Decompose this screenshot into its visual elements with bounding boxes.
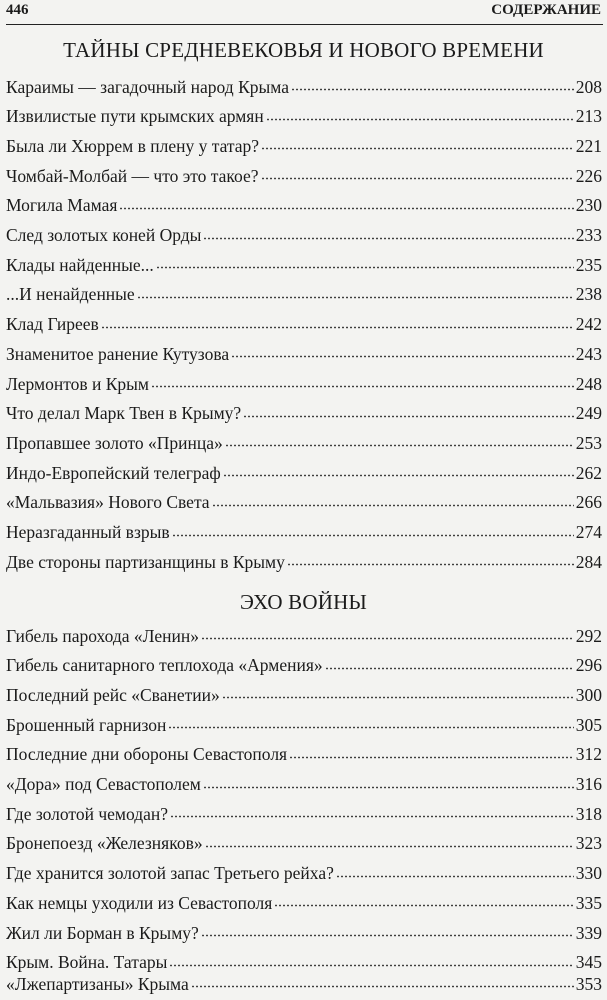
dot-leader bbox=[266, 105, 574, 123]
dot-leader bbox=[170, 802, 574, 820]
dot-leader bbox=[291, 75, 574, 93]
dot-leader bbox=[168, 713, 573, 731]
entry-page: 230 bbox=[575, 195, 602, 216]
dot-leader bbox=[231, 342, 574, 360]
toc-entry bbox=[6, 224, 602, 252]
entry-page: 274 bbox=[575, 522, 602, 542]
entry-page: 353 bbox=[575, 973, 602, 994]
dot-leader bbox=[137, 283, 574, 301]
entry-title: Бронепоезд «Железняков» bbox=[6, 833, 203, 854]
entry-title: Клады найденные... bbox=[6, 254, 154, 275]
entry-title: Две стороны партизанщины в Крыму bbox=[6, 551, 285, 572]
dot-leader bbox=[119, 194, 573, 212]
entry-page: 266 bbox=[575, 492, 602, 513]
toc-entry bbox=[6, 713, 602, 741]
toc-entry bbox=[6, 105, 602, 133]
entry-page: 296 bbox=[575, 655, 602, 676]
entry-page: 316 bbox=[575, 774, 602, 794]
toc-entry bbox=[6, 283, 602, 311]
entry-page: 226 bbox=[575, 165, 602, 186]
entry-page: 335 bbox=[575, 892, 602, 913]
dot-leader bbox=[156, 253, 574, 271]
toc-entry bbox=[6, 164, 602, 192]
dot-leader bbox=[261, 164, 574, 182]
toc-entry bbox=[6, 372, 602, 400]
toc-entry bbox=[6, 75, 602, 103]
dot-leader bbox=[203, 224, 573, 242]
entry-title: «Дора» под Севастополем bbox=[6, 774, 201, 794]
dot-leader bbox=[325, 654, 574, 672]
entry-page: 233 bbox=[575, 225, 602, 245]
toc-entry bbox=[6, 832, 602, 860]
entry-title: След золотых коней Орды bbox=[6, 225, 202, 245]
entry-title: Последний рейс «Сванетии» bbox=[6, 684, 220, 705]
toc-entry bbox=[6, 773, 602, 801]
entry-page: 292 bbox=[575, 625, 602, 646]
toc-entry bbox=[6, 743, 602, 771]
dot-leader bbox=[101, 313, 574, 331]
toc-entry bbox=[6, 921, 602, 949]
toc-entry bbox=[6, 521, 602, 549]
entry-title: Гибель санитарного теплохода «Армения» bbox=[6, 655, 323, 676]
toc-entry bbox=[6, 654, 602, 682]
dot-leader bbox=[223, 461, 574, 479]
toc-entry bbox=[6, 550, 602, 578]
toc-entry bbox=[6, 194, 602, 222]
entry-page: 253 bbox=[575, 432, 602, 453]
entry-title: Индо-Европейский телеграф bbox=[6, 462, 221, 483]
toc-entry bbox=[6, 683, 602, 711]
dot-leader bbox=[261, 134, 574, 152]
dot-leader bbox=[169, 951, 573, 969]
toc-entry bbox=[6, 134, 602, 162]
entry-page: 323 bbox=[575, 833, 602, 854]
entry-page: 238 bbox=[575, 284, 602, 305]
entry-page: 221 bbox=[575, 135, 602, 156]
dot-leader bbox=[172, 521, 574, 539]
entry-title: Чомбай-Молбай — что это такое? bbox=[6, 165, 259, 186]
entry-title: Брошенный гарнизон bbox=[6, 714, 167, 735]
entry-page: 249 bbox=[575, 403, 602, 424]
section-title: ТАЙНЫ СРЕДНЕВЕКОВЬЯ И НОВОГО ВРЕМЕНИ bbox=[63, 38, 544, 62]
running-title: СОДЕРЖАНИЕ bbox=[491, 2, 601, 18]
entry-title: Была ли Хюррем в плену у татар? bbox=[6, 135, 260, 156]
entry-title: Лермонтов и Крым bbox=[6, 373, 149, 394]
toc-entry bbox=[6, 253, 602, 281]
entry-page: 339 bbox=[575, 922, 602, 943]
entry-title: Клад Гиреев bbox=[6, 314, 99, 335]
dot-leader bbox=[191, 972, 574, 990]
dot-leader bbox=[274, 891, 573, 909]
entry-page: 312 bbox=[575, 744, 602, 765]
page-number: 446 bbox=[6, 2, 29, 18]
entry-page: 330 bbox=[575, 863, 602, 884]
entry-title: Где хранится золотой запас Третьего рейха? bbox=[6, 863, 334, 884]
entry-title: «Мальвазия» Нового Света bbox=[6, 492, 210, 513]
entry-page: 242 bbox=[575, 314, 602, 335]
running-head bbox=[6, 2, 601, 26]
toc-entry bbox=[6, 461, 602, 489]
dot-leader bbox=[201, 921, 574, 939]
entry-title: Крым. Война. Татары bbox=[6, 952, 168, 973]
dot-leader bbox=[212, 491, 574, 509]
toc-entry bbox=[6, 624, 602, 652]
toc-entry bbox=[6, 972, 602, 1000]
entry-title: Как немцы уходили из Севастополя bbox=[6, 892, 273, 913]
entry-title: Жил ли Борман в Крыму? bbox=[6, 922, 199, 943]
entry-title: Где золотой чемодан? bbox=[6, 803, 169, 824]
dot-leader bbox=[336, 862, 574, 880]
entry-page: 318 bbox=[575, 803, 602, 824]
entry-title: Последние дни обороны Севастополя bbox=[6, 744, 288, 765]
entry-title: ...И ненайденные bbox=[6, 284, 135, 305]
toc-entry bbox=[6, 891, 602, 919]
entry-title: Пропавшее золото «Принца» bbox=[6, 432, 223, 453]
dot-leader bbox=[222, 683, 574, 701]
toc-entry bbox=[6, 491, 602, 519]
toc-entry bbox=[6, 802, 602, 830]
toc-entry bbox=[6, 431, 602, 459]
entry-title: «Лжепартизаны» Крыма bbox=[6, 973, 189, 994]
dot-leader bbox=[151, 372, 574, 390]
dot-leader bbox=[289, 743, 574, 761]
toc-entry bbox=[6, 313, 602, 341]
dot-leader bbox=[225, 431, 574, 449]
dot-leader bbox=[203, 773, 574, 791]
entry-title: Знаменитое ранение Кутузова bbox=[6, 343, 230, 364]
entry-page: 243 bbox=[575, 343, 602, 364]
toc-entry bbox=[6, 402, 602, 430]
dot-leader bbox=[205, 832, 574, 850]
entry-page: 235 bbox=[575, 254, 602, 275]
entry-page: 262 bbox=[575, 462, 602, 483]
entry-title: Караимы — загадочный народ Крыма bbox=[6, 76, 289, 97]
dot-leader bbox=[287, 550, 574, 568]
entry-page: 248 bbox=[575, 373, 602, 394]
toc-entry bbox=[6, 342, 602, 370]
dot-leader bbox=[243, 402, 574, 420]
entry-title: Могила Мамая bbox=[6, 195, 118, 216]
entry-title: Что делал Марк Твен в Крыму? bbox=[6, 403, 242, 424]
header-rule bbox=[6, 24, 603, 25]
entry-page: 345 bbox=[575, 952, 602, 973]
toc-entry bbox=[6, 862, 602, 890]
entry-page: 213 bbox=[575, 106, 602, 127]
entry-title: Гибель парохода «Ленин» bbox=[6, 625, 200, 646]
entry-title: Неразгаданный взрыв bbox=[6, 522, 170, 542]
entry-page: 305 bbox=[575, 714, 602, 735]
entry-title: Извилистые пути крымских армян bbox=[6, 106, 264, 127]
section-title: ЭХО ВОЙНЫ bbox=[240, 590, 367, 614]
entry-page: 300 bbox=[575, 684, 602, 705]
dot-leader bbox=[201, 624, 574, 642]
entry-page: 284 bbox=[575, 551, 602, 572]
entry-page: 208 bbox=[575, 76, 602, 97]
